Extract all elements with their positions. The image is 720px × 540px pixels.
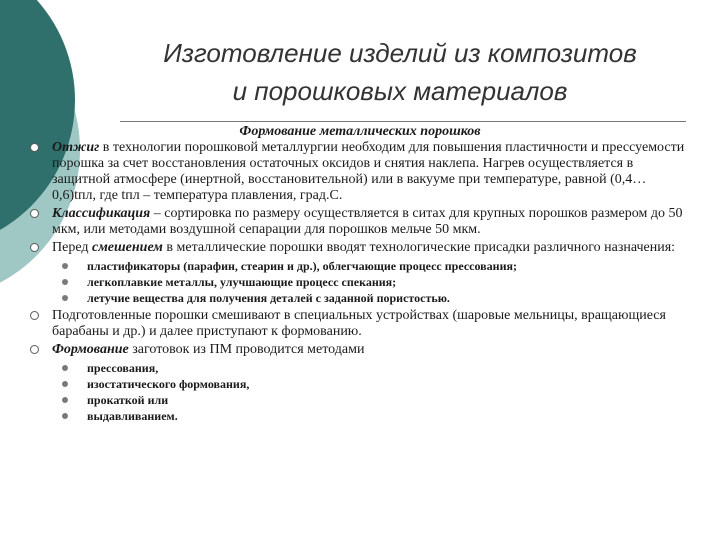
- item-text: Подготовленные порошки смешивают в специальных устройствах (шаровые мельницы, вращающиеся барабаны и др.) и далее приступают к формованию.: [52, 308, 666, 339]
- list-item: пластификаторы (парафин, стеарин и др.), облегчающие процесс прессования;: [30, 258, 690, 274]
- ring-bullet-icon: [30, 143, 39, 152]
- term: смешением: [91, 240, 163, 255]
- dot-bullet-icon: [62, 263, 68, 269]
- item-text: в металлические порошки вводят технологические присадки различного назначения:: [162, 240, 676, 255]
- item-text: в технологии порошковой металлургии необходим для повышения пластичности и прессуемости порошка за счет восстановления остаточных оксидов и снятия наклепа. Нагрев осуществляется в защитной атмосфере (инертной, восстановительной) или в вакууме при температуре, равной (0,4…0,6)tпл, где tпл – температура плавления, град.С.: [52, 140, 685, 203]
- list-item: летучие вещества для получения деталей с заданной пористостью.: [30, 290, 690, 306]
- term: Отжиг: [52, 140, 100, 155]
- ring-bullet-icon: [30, 209, 39, 218]
- list-item: прокаткой или: [30, 392, 690, 408]
- term: Классификация: [52, 206, 151, 221]
- list-item-mixing: [30, 240, 690, 256]
- ring-bullet-icon: [30, 311, 39, 320]
- dot-bullet-icon: [62, 295, 68, 301]
- title-line-2: и порошковых материалов: [232, 76, 568, 106]
- list-item: изостатического формования,: [30, 376, 690, 392]
- list-item: легкоплавкие металлы, улучшающие процесс спекания;: [30, 274, 690, 290]
- term: Формование: [52, 342, 129, 357]
- additives-list: [30, 258, 690, 306]
- slide-title: [100, 34, 700, 110]
- list-item: прессования,: [30, 360, 690, 376]
- list-item-annealing: [30, 140, 690, 204]
- list-item-prepared: [30, 308, 690, 340]
- dot-bullet-icon: [62, 413, 68, 419]
- dot-bullet-icon: [62, 365, 68, 371]
- content: [30, 140, 690, 426]
- item-text: заготовок из ПМ проводится методами: [128, 342, 365, 357]
- subheading: Формование металлических порошков: [239, 124, 481, 139]
- divider: [120, 121, 686, 122]
- item-text: – сортировка по размеру осуществляется в ситах для крупных порошков размером до 50 мкм, или методами воздушной сепарации для порошков мельче 50 мкм.: [52, 206, 683, 237]
- list-item-forming: [30, 342, 690, 358]
- dot-bullet-icon: [62, 381, 68, 387]
- ring-bullet-icon: [30, 243, 39, 252]
- ring-bullet-icon: [30, 345, 39, 354]
- item-prefix: Перед: [52, 240, 92, 255]
- list-item: выдавливанием.: [30, 408, 690, 424]
- dot-bullet-icon: [62, 397, 68, 403]
- methods-list: [30, 360, 690, 424]
- title-line-1: Изготовление изделий из композитов: [163, 38, 637, 68]
- list-item-classification: [30, 206, 690, 238]
- dot-bullet-icon: [62, 279, 68, 285]
